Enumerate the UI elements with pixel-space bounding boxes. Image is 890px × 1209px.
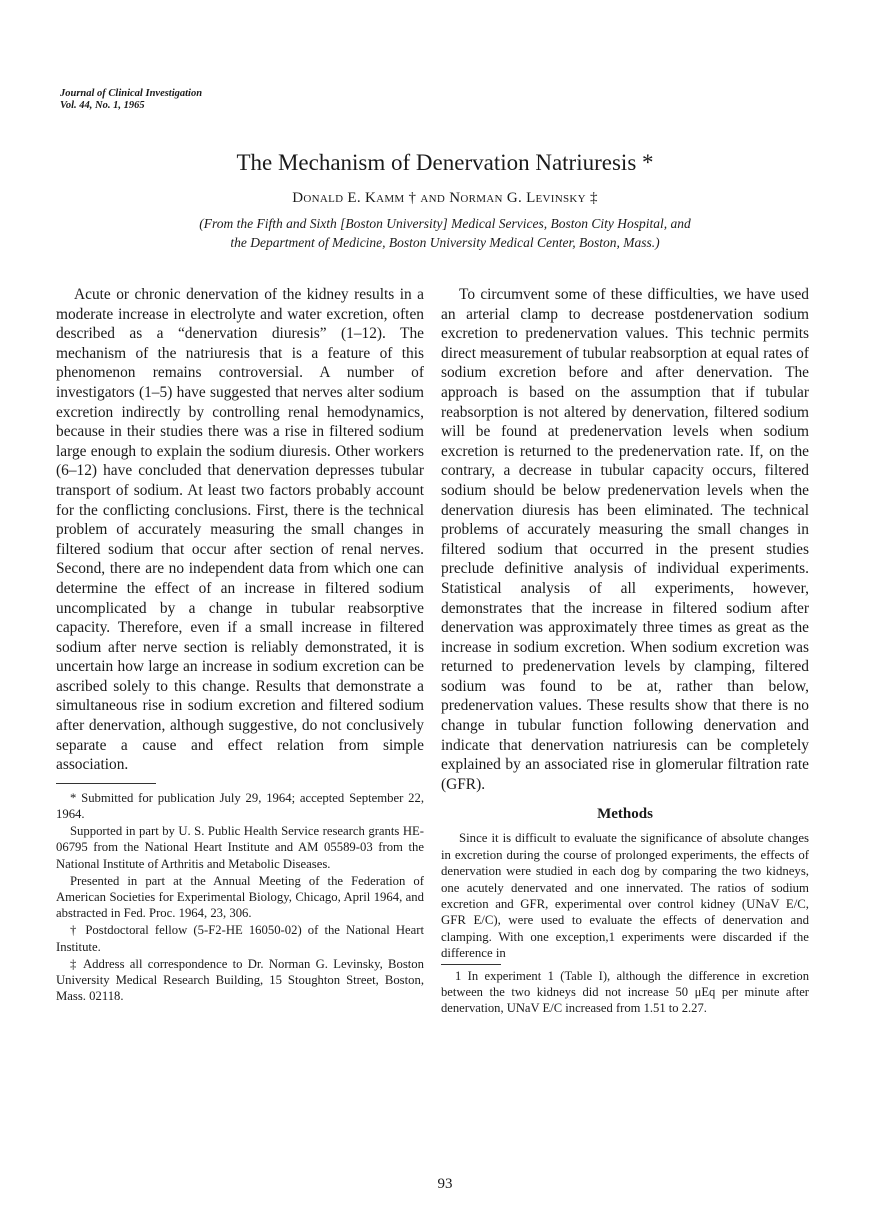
footnote-fellow: † Postdoctoral fellow (5-F2-HE 16050-02) of the National Heart Institute. (56, 923, 424, 954)
affiliation-line-1: (From the Fifth and Sixth [Boston University] Medical Services, Boston City Hospital, and (199, 216, 691, 231)
journal-citation (60, 88, 202, 112)
footnote-support: Supported in part by U. S. Public Health Service research grants HE-06795 from the National Heart Institute and AM 05589-03 from the National Institute of Arthritis and Metabolic Diseases. (56, 824, 424, 871)
right-column (441, 285, 809, 1016)
affiliation (110, 214, 780, 252)
double-dagger-mark: ‡ (585, 190, 598, 206)
author-conjunction: and (420, 190, 446, 206)
intro-paragraph: Acute or chronic denervation of the kidney results in a moderate increase in electrolyte and water excretion, often described as a “denervation diuresis” (1–12). The mechanism of the natriuresis that is a feature of this phenomenon remains controversial. A number of investigators (1–5) have suggested that nerves alter sodium excretion indirectly by controlling renal hemodynamics, because in their studies there was a rise in filtered sodium large enough to explain the sodium diuresis. Other workers (6–12) have concluded that denervation depresses tubular transport of sodium. At least two factors probably account for the conflicting conclusions. First, there is the technical problem of accurately measuring the small changes in filtered sodium that occur after section of renal nerves. Second, there are no independent data from which one can determine the effect of an increase in filtered sodium uncomplicated by a change in tubular reabsorptive capacity. Therefore, even if a small increase in filtered sodium after nerve section is reliably demonstrated, it is uncertain how large an increase in sodium excretion can be ascribed solely to this change. Results that demonstrate a simultaneous rise in sodium excretion and filtered sodium after denervation, although suggestive, do not conclusively separate a cause and effect relation from simple association. (56, 286, 424, 774)
methods-paragraph: Since it is difficult to evaluate the significance of absolute changes in excretion during the course of prolonged experiments, the effects of denervation were studied in each dog by comparing the two kidneys, one acutely denervated and one innervated. The ratios of sodium excretion and GFR, experimental over control kidney (UNaV E/C, GFR E/C), were used to evaluate the effects of denervation and clamping. With one exception,1 experiments were discarded if the difference in (441, 831, 809, 961)
article-title: The Mechanism of Denervation Natriuresis * (236, 150, 654, 175)
approach-paragraph: To circumvent some of these difficulties, we have used an arterial clamp to decrease postdenervation sodium excretion to predenervation values. This technic permits direct measurement of tubular reabsorption at equal rates of sodium excretion before and after denervation. The approach is based on the assumption that if tubular reabsorption is not altered by denervation, filtered sodium will be found at predenervation levels when sodium excretion is returned to the predenervation rate. If, on the contrary, a decrease in tubular capacity occurs, filtered sodium should be below predenervation levels when the denervation diuresis has been eliminated. The technical problems of accurately measuring the small changes in filtered sodium that occurred in the present studies preclude definitive analysis of individual experiments. Statistical analysis of all experiments, however, demonstrates that the increase in filtered sodium after denervation was approximately three times as great as the increase in sodium excretion. When sodium excretion was returned to predenervation levels by clamping, filtered sodium was found to be at, rather than below, predenervation values. These results show that there is no change in tubular function following denervation and indicate that denervation natriuresis can be completely explained by an associated rise in glomerular filtration rate (GFR). (441, 286, 809, 793)
dagger-mark: † (404, 190, 421, 206)
footnote-submitted: * Submitted for publication July 29, 1964; accepted September 22, 1964. (56, 790, 424, 822)
journal-name: Journal of Clinical Investigation (60, 88, 203, 99)
journal-volume: Vol. 44, No. 1, 1965 (60, 100, 145, 111)
footnote-divider (56, 783, 156, 784)
author-line (0, 188, 890, 208)
footnote-presented: Presented in part at the Annual Meeting of the Federation of American Societies for Experimental Biology, Chicago, April 1964, and abstracted in Fed. Proc. 1964, 23, 306. (56, 873, 424, 921)
affiliation-line-2: the Department of Medicine, Boston University Medical Center, Boston, Mass.) (230, 235, 660, 250)
author-levinsky: Norman G. Levinsky (449, 190, 586, 206)
footnote-experiment-1: 1 In experiment 1 (Table I), although the difference in excretion between the two kidneys did not increase 50 μEq per minute after denervation, UNaV E/C increased from 1.51 to 2.27. (441, 968, 809, 1016)
footnote-correspondence: ‡ Address all correspondence to Dr. Norman G. Levinsky, Boston University Medical Research Building, 15 Stoughton Street, Boston, Mass. 02118. (56, 956, 424, 1004)
author-kamm: Donald E. Kamm (292, 190, 405, 206)
footnote-divider-right (441, 964, 501, 965)
methods-heading: Methods (597, 806, 653, 823)
page-number: 93 (437, 1176, 453, 1192)
left-column (56, 285, 424, 1005)
footnotes (56, 790, 424, 1005)
